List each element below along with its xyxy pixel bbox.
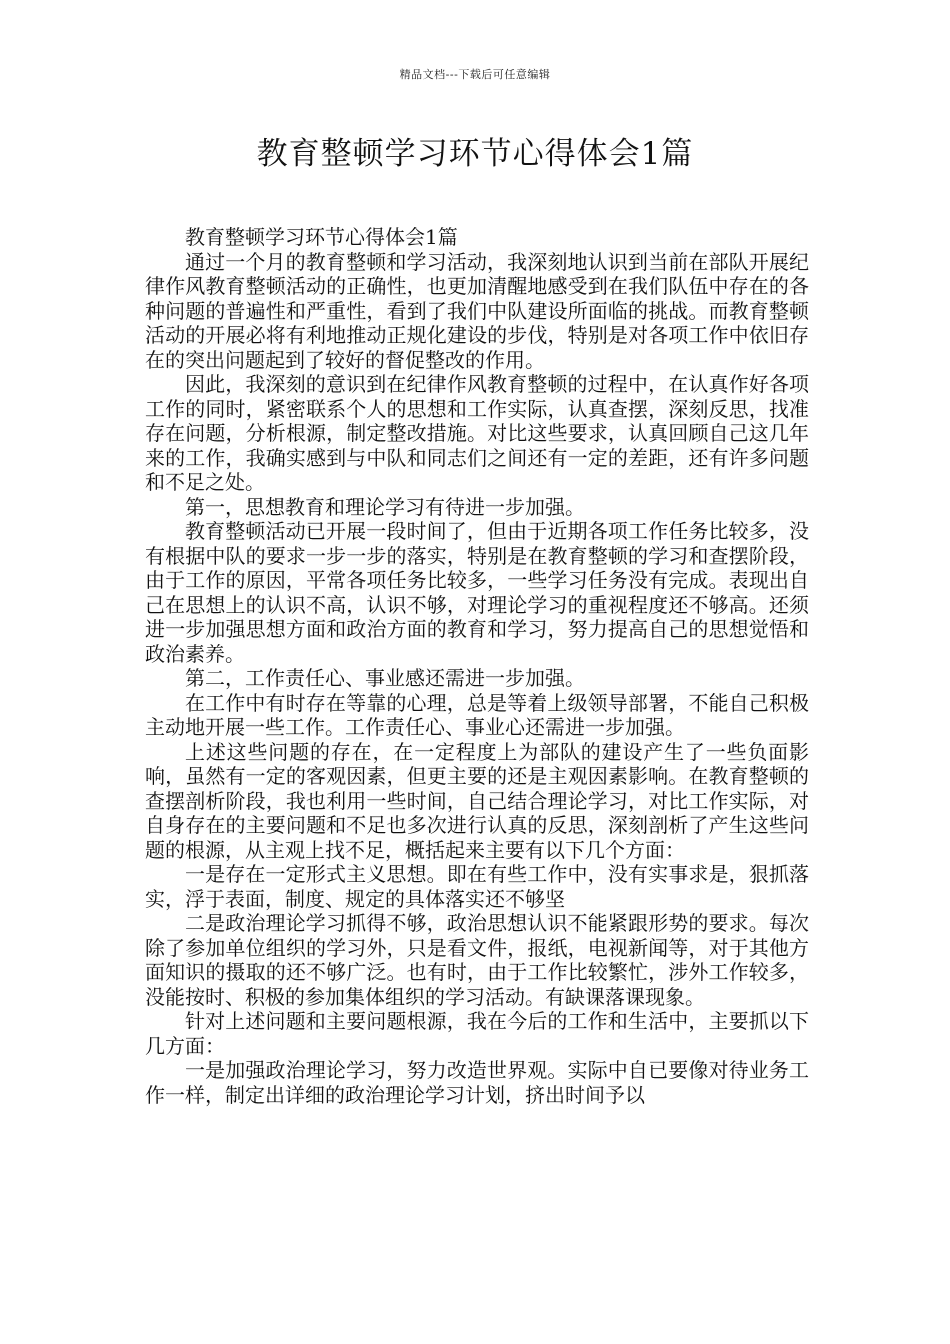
page-header-note: 精品文档---下载后可任意编辑 bbox=[399, 68, 551, 81]
paragraph-heading-first: 第一，思想教育和理论学习有待进一步加强。 bbox=[185, 494, 585, 519]
paragraph: 上述这些问题的存在，在一定程度上为部队的建设产生了一些负面影响，虽然有一定的客观因素，但更主要的还是主观因素影响。在教育整顿的查摆剖析阶段，我也利用一些时间，自己结合理论学习，对比工作实际，对自身存在的主要问题和不足也多次进行认真的反思，深刻剖析了产生这些问题的根源，从主观上找不足，概括起来主要有以下几个方面： bbox=[145, 739, 809, 862]
paragraph: 因此，我深刻的意识到在纪律作风教育整顿的过程中，在认真作好各项工作的同时，紧密联系个人的思想和工作实际，认真查摆，深刻反思，找准存在问题，分析根源，制定整改措施。对比这些要求，认真回顾自己这几年来的工作，我确实感到与中队和同志们之间还有一定的差距，还有许多问题和不足之处。 bbox=[145, 372, 809, 494]
document-body bbox=[145, 225, 809, 1107]
paragraph-heading-second: 第二，工作责任心、事业感还需进一步加强。 bbox=[185, 666, 585, 690]
paragraph: 针对上述问题和主要问题根源，我在今后的工作和生活中，主要抓以下几方面： bbox=[145, 1009, 809, 1058]
paragraph: 在工作中有时存在等靠的心理，总是等着上级领导部署，不能自己积极主动地开展一些工作。工作责任心、事业心还需进一步加强。 bbox=[145, 690, 809, 739]
document-title: 教育整顿学习环节心得体会1篇 bbox=[256, 136, 694, 172]
paragraph: 教育整顿活动已开展一段时间了，但由于近期各项工作任务比较多，没有根据中队的要求一步一步的落实，特别是在教育整顿的学习和查摆阶段，由于工作的原因，平常各项任务比较多，一些学习任务没有完成。表现出自己在思想上的认识不高，认识不够，对理论学习的重视程度还不够高。还须进一步加强思想方面和政治方面的教育和学习，努力提高自己的思想觉悟和政治素养。 bbox=[145, 519, 809, 666]
paragraph: 一是加强政治理论学习，努力改造世界观。实际中自已要像对待业务工作一样，制定出详细的政治理论学习计划，挤出时间予以 bbox=[145, 1058, 809, 1107]
paragraph: 通过一个月的教育整顿和学习活动，我深刻地认识到当前在部队开展纪律作风教育整顿活动的正确性，也更加清醒地感受到在我们队伍中存在的各种问题的普遍性和严重性，看到了我们中队建设所面临的挑战。而教育整顿活动的开展必将有利地推动正规化建设的步伐，特别是对各项工作中依旧存在的突出问题起到了较好的督促整改的作用。 bbox=[145, 249, 809, 372]
paragraph-subtitle: 教育整顿学习环节心得体会1篇 bbox=[185, 225, 458, 249]
paragraph: 二是政治理论学习抓得不够，政治思想认识不能紧跟形势的要求。每次除了参加单位组织的学习外，只是看文件，报纸，电视新闻等，对于其他方面知识的摄取的还不够广泛。也有时，由于工作比较繁忙，涉外工作较多，没能按时、积极的参加集体组织的学习活动。有缺课落课现象。 bbox=[145, 911, 809, 1009]
paragraph: 一是存在一定形式主义思想。即在有些工作中，没有实事求是，狠抓落实，浮于表面，制度、规定的具体落实还不够坚 bbox=[145, 862, 809, 911]
